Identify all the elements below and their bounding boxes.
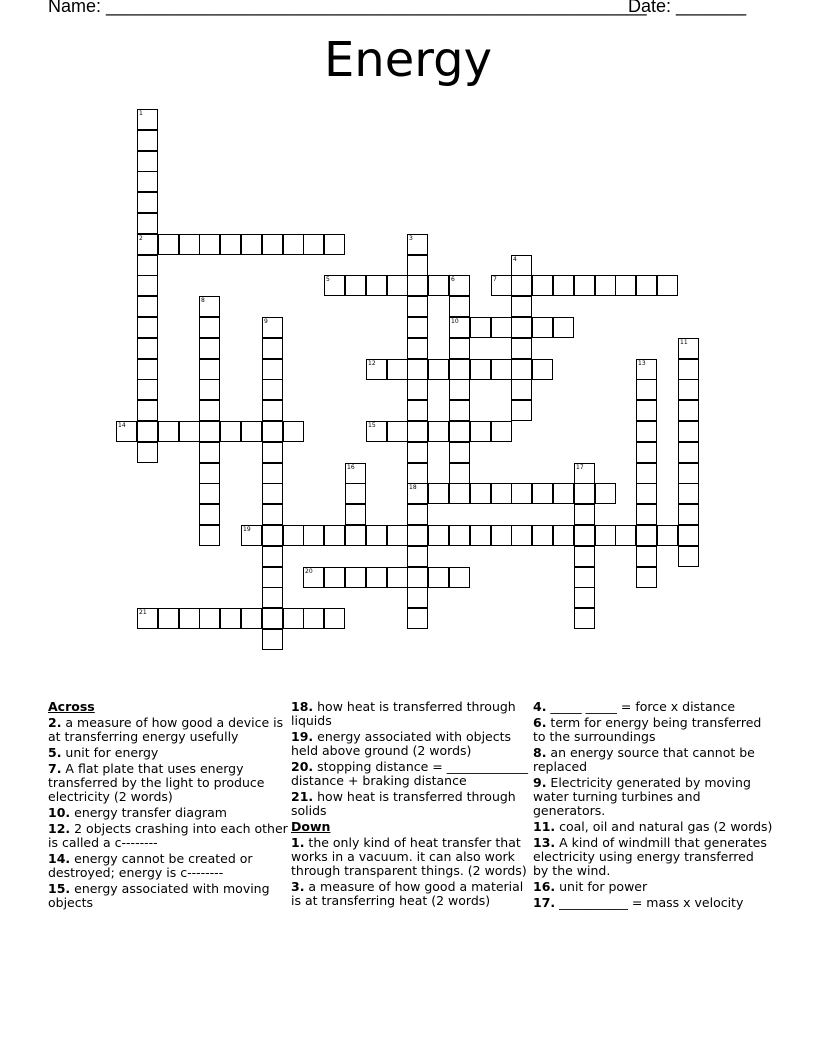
clue-number: 14. (48, 851, 71, 866)
clue-item (533, 776, 773, 818)
page-title: Energy (323, 32, 493, 88)
grid-cell[interactable] (532, 525, 553, 546)
grid-cell[interactable] (678, 359, 699, 380)
grid-cell[interactable] (678, 421, 699, 442)
grid-cell[interactable] (199, 442, 220, 463)
clue-number: 7. (48, 761, 62, 776)
grid-cell[interactable] (387, 421, 408, 442)
clue-item (533, 716, 773, 744)
clue-text: stopping distance = _____________ distance + braking distance (291, 759, 528, 788)
grid-cell[interactable] (407, 338, 428, 359)
grid-cell[interactable] (511, 400, 532, 421)
grid-cell[interactable] (241, 421, 262, 442)
grid-cell[interactable] (345, 567, 366, 588)
grid-cell[interactable] (366, 421, 387, 442)
grid-cell[interactable] (678, 483, 699, 504)
grid-cell[interactable] (678, 400, 699, 421)
grid-cell[interactable] (137, 400, 158, 421)
clue-number: 10. (48, 805, 71, 820)
clue-number: 17. (533, 895, 556, 910)
grid-cell[interactable] (428, 275, 449, 296)
clue-number: 8. (533, 745, 547, 760)
cell-number: 4 (513, 256, 517, 263)
grid-cell[interactable] (595, 525, 616, 546)
grid-cell[interactable] (470, 525, 491, 546)
clue-text: the only kind of heat transfer that works in a vacuum. it can also work through transparent things. (2 words) (291, 835, 527, 878)
grid-cell[interactable] (199, 504, 220, 525)
grid-cell[interactable] (283, 234, 304, 255)
grid-cell[interactable] (220, 234, 241, 255)
grid-cell[interactable] (137, 109, 158, 130)
clue-item (48, 716, 288, 744)
grid-cell[interactable] (262, 379, 283, 400)
grid-cell[interactable] (137, 151, 158, 172)
grid-cell[interactable] (553, 275, 574, 296)
clue-item (291, 790, 531, 818)
grid-cell[interactable] (407, 608, 428, 629)
clue-text: energy associated with moving objects (48, 881, 270, 910)
grid-cell[interactable] (636, 463, 657, 484)
grid-cell[interactable] (199, 317, 220, 338)
cell-number: 18 (409, 484, 417, 491)
clue-item (48, 882, 288, 910)
grid-cell[interactable] (199, 234, 220, 255)
grid-cell[interactable] (137, 213, 158, 234)
clue-text: a measure of how good a material is at transferring heat (2 words) (291, 879, 524, 908)
clue-text: energy cannot be created or destroyed; energy is c-------- (48, 851, 253, 880)
grid-cell[interactable] (179, 421, 200, 442)
down-heading: Down (291, 819, 331, 834)
grid-cell[interactable] (137, 421, 158, 442)
cell-number: 11 (680, 339, 688, 346)
grid-cell[interactable] (137, 442, 158, 463)
clue-number: 16. (533, 879, 556, 894)
grid-cell[interactable] (595, 483, 616, 504)
clue-item (533, 896, 773, 910)
clue-item (291, 880, 531, 908)
clue-item (48, 852, 288, 880)
grid-cell[interactable] (678, 442, 699, 463)
clue-text: an energy source that cannot be replaced (533, 745, 755, 774)
grid-cell[interactable] (678, 379, 699, 400)
clue-item (48, 822, 288, 850)
clue-item (48, 806, 288, 820)
grid-cell[interactable] (449, 275, 470, 296)
grid-cell[interactable] (532, 483, 553, 504)
grid-cell[interactable] (137, 171, 158, 192)
clue-item (533, 746, 773, 774)
grid-cell[interactable] (449, 525, 470, 546)
grid-cell[interactable] (345, 463, 366, 484)
grid-cell[interactable] (158, 234, 179, 255)
name-field-label: Name: ______________________________________________________ (48, 0, 647, 16)
grid-cell[interactable] (345, 275, 366, 296)
grid-cell[interactable] (636, 442, 657, 463)
clue-text: energy transfer diagram (70, 805, 227, 820)
grid-cell[interactable] (636, 525, 657, 546)
grid-cell[interactable] (553, 317, 574, 338)
grid-cell[interactable] (220, 608, 241, 629)
grid-cell[interactable] (615, 275, 636, 296)
clue-item (291, 730, 531, 758)
clue-text: energy associated with objects held above ground (2 words) (291, 729, 512, 758)
grid-cell[interactable] (407, 587, 428, 608)
grid-cell[interactable] (137, 317, 158, 338)
grid-cell[interactable] (407, 400, 428, 421)
clue-item (533, 836, 773, 878)
clue-text: term for energy being transferred to the surroundings (533, 715, 762, 744)
grid-cell[interactable] (158, 421, 179, 442)
clue-item (533, 700, 773, 714)
grid-cell[interactable] (303, 608, 324, 629)
grid-cell[interactable] (137, 255, 158, 276)
grid-cell[interactable] (574, 463, 595, 484)
grid-cell[interactable] (262, 546, 283, 567)
grid-cell[interactable] (303, 234, 324, 255)
grid-cell[interactable] (262, 442, 283, 463)
grid-cell[interactable] (553, 525, 574, 546)
grid-cell[interactable] (511, 525, 532, 546)
clue-number: 20. (291, 759, 314, 774)
grid-cell[interactable] (199, 359, 220, 380)
grid-cell[interactable] (511, 317, 532, 338)
grid-cell[interactable] (470, 421, 491, 442)
cell-number: 17 (576, 464, 584, 471)
grid-cell[interactable] (262, 400, 283, 421)
clue-number: 15. (48, 881, 71, 896)
grid-cell[interactable] (262, 338, 283, 359)
cell-number: 16 (347, 464, 355, 471)
grid-cell[interactable] (137, 296, 158, 317)
grid-cell[interactable] (574, 608, 595, 629)
clue-number: 21. (291, 789, 314, 804)
grid-cell[interactable] (449, 359, 470, 380)
grid-cell[interactable] (574, 275, 595, 296)
grid-cell[interactable] (636, 359, 657, 380)
grid-cell[interactable] (407, 525, 428, 546)
clue-item (48, 762, 288, 804)
grid-cell[interactable] (324, 608, 345, 629)
grid-cell[interactable] (283, 525, 304, 546)
grid-cell[interactable] (137, 192, 158, 213)
clue-text: coal, oil and natural gas (2 words) (555, 819, 773, 834)
clue-item (291, 836, 531, 878)
grid-cell[interactable] (220, 421, 241, 442)
grid-cell[interactable] (137, 359, 158, 380)
grid-cell[interactable] (574, 546, 595, 567)
cell-number: 21 (139, 609, 147, 616)
grid-cell[interactable] (511, 255, 532, 276)
grid-cell[interactable] (345, 525, 366, 546)
clue-text: A flat plate that uses energy transferred by the light to produce electricity (2 words) (48, 761, 265, 804)
grid-cell[interactable] (449, 296, 470, 317)
grid-cell[interactable] (449, 442, 470, 463)
grid-cell[interactable] (116, 421, 137, 442)
grid-cell[interactable] (511, 379, 532, 400)
clue-number: 6. (533, 715, 547, 730)
grid-cell[interactable] (324, 567, 345, 588)
grid-cell[interactable] (574, 567, 595, 588)
clue-number: 11. (533, 819, 556, 834)
grid-cell[interactable] (407, 255, 428, 276)
clue-text: _____ _____ = force x distance (546, 699, 736, 714)
grid-cell[interactable] (387, 359, 408, 380)
grid-cell[interactable] (636, 546, 657, 567)
grid-cell[interactable] (491, 275, 512, 296)
grid-cell[interactable] (262, 587, 283, 608)
grid-cell[interactable] (199, 400, 220, 421)
grid-cell[interactable] (283, 421, 304, 442)
clue-item (291, 760, 531, 788)
cell-number: 2 (139, 235, 143, 242)
clue-number: 1. (291, 835, 305, 850)
grid-cell[interactable] (283, 608, 304, 629)
grid-cell[interactable] (407, 234, 428, 255)
cell-number: 14 (118, 422, 126, 429)
grid-cell[interactable] (407, 567, 428, 588)
clue-number: 12. (48, 821, 71, 836)
grid-cell[interactable] (532, 275, 553, 296)
grid-cell[interactable] (262, 525, 283, 546)
grid-cell[interactable] (428, 359, 449, 380)
date-field-label: Date: _______ (628, 0, 747, 16)
grid-cell[interactable] (449, 400, 470, 421)
grid-cell[interactable] (407, 504, 428, 525)
grid-cell[interactable] (303, 525, 324, 546)
clue-text: how heat is transferred through liquids (291, 699, 516, 728)
grid-cell[interactable] (366, 359, 387, 380)
grid-cell[interactable] (407, 483, 428, 504)
grid-cell[interactable] (137, 234, 158, 255)
grid-cell[interactable] (262, 483, 283, 504)
grid-cell[interactable] (241, 608, 262, 629)
grid-cell[interactable] (574, 504, 595, 525)
grid-cell[interactable] (511, 359, 532, 380)
grid-cell[interactable] (511, 338, 532, 359)
grid-cell[interactable] (199, 379, 220, 400)
grid-cell[interactable] (615, 525, 636, 546)
grid-cell[interactable] (179, 234, 200, 255)
grid-cell[interactable] (137, 379, 158, 400)
grid-cell[interactable] (262, 359, 283, 380)
clues-column-2 (291, 700, 531, 910)
grid-cell[interactable] (262, 608, 283, 629)
clue-text: a measure of how good a device is at transferring energy usefully (48, 715, 284, 744)
grid-cell[interactable] (407, 442, 428, 463)
grid-cell[interactable] (158, 608, 179, 629)
grid-cell[interactable] (678, 338, 699, 359)
grid-cell[interactable] (595, 275, 616, 296)
grid-cell[interactable] (262, 421, 283, 442)
grid-cell[interactable] (574, 483, 595, 504)
grid-cell[interactable] (407, 421, 428, 442)
grid-cell[interactable] (449, 338, 470, 359)
grid-cell[interactable] (137, 608, 158, 629)
cell-number: 10 (451, 318, 459, 325)
grid-cell[interactable] (636, 379, 657, 400)
grid-cell[interactable] (303, 567, 324, 588)
grid-cell[interactable] (470, 317, 491, 338)
grid-cell[interactable] (407, 379, 428, 400)
clues-column-1 (48, 700, 288, 912)
clue-text: Electricity generated by moving water turning turbines and generators. (533, 775, 751, 818)
grid-cell[interactable] (428, 567, 449, 588)
cell-number: 15 (368, 422, 376, 429)
grid-cell[interactable] (636, 483, 657, 504)
grid-cell[interactable] (470, 483, 491, 504)
grid-cell[interactable] (137, 130, 158, 151)
cell-number: 7 (493, 276, 497, 283)
grid-cell[interactable] (179, 608, 200, 629)
clue-item (291, 700, 531, 728)
across-heading: Across (48, 699, 95, 714)
grid-cell[interactable] (199, 296, 220, 317)
grid-cell[interactable] (324, 234, 345, 255)
grid-cell[interactable] (199, 608, 220, 629)
clue-number: 3. (291, 879, 305, 894)
grid-cell[interactable] (262, 463, 283, 484)
clue-number: 4. (533, 699, 547, 714)
cell-number: 19 (243, 526, 251, 533)
grid-cell[interactable] (407, 296, 428, 317)
grid-cell[interactable] (324, 525, 345, 546)
clue-number: 18. (291, 699, 314, 714)
grid-cell[interactable] (532, 317, 553, 338)
clue-text: ___________ = mass x velocity (555, 895, 744, 910)
grid-cell[interactable] (137, 275, 158, 296)
grid-cell[interactable] (428, 421, 449, 442)
grid-cell[interactable] (636, 567, 657, 588)
cell-number: 12 (368, 360, 376, 367)
grid-cell[interactable] (678, 525, 699, 546)
grid-cell[interactable] (491, 421, 512, 442)
grid-cell[interactable] (428, 483, 449, 504)
grid-cell[interactable] (532, 359, 553, 380)
grid-cell[interactable] (449, 317, 470, 338)
grid-cell[interactable] (366, 275, 387, 296)
grid-cell[interactable] (262, 629, 283, 650)
grid-cell[interactable] (407, 463, 428, 484)
grid-cell[interactable] (636, 421, 657, 442)
grid-cell[interactable] (511, 296, 532, 317)
grid-cell[interactable] (678, 546, 699, 567)
cell-number: 9 (264, 318, 268, 325)
grid-cell[interactable] (449, 567, 470, 588)
clue-number: 5. (48, 745, 62, 760)
grid-cell[interactable] (574, 525, 595, 546)
grid-cell[interactable] (636, 275, 657, 296)
clue-text: how heat is transferred through solids (291, 789, 516, 818)
grid-cell[interactable] (491, 525, 512, 546)
grid-cell[interactable] (407, 359, 428, 380)
grid-cell[interactable] (241, 525, 262, 546)
clues-column-3 (533, 700, 773, 912)
grid-cell[interactable] (491, 483, 512, 504)
grid-cell[interactable] (324, 275, 345, 296)
cell-number: 13 (638, 360, 646, 367)
grid-cell[interactable] (428, 525, 449, 546)
grid-cell[interactable] (199, 483, 220, 504)
clue-number: 9. (533, 775, 547, 790)
grid-cell[interactable] (345, 504, 366, 525)
clue-text: 2 objects crashing into each other is called a c-------- (48, 821, 288, 850)
grid-cell[interactable] (199, 463, 220, 484)
clue-text: unit for power (555, 879, 648, 894)
grid-cell[interactable] (407, 546, 428, 567)
grid-cell[interactable] (366, 525, 387, 546)
grid-cell[interactable] (678, 504, 699, 525)
grid-cell[interactable] (262, 317, 283, 338)
clue-text: unit for energy (61, 745, 159, 760)
grid-cell[interactable] (574, 587, 595, 608)
grid-cell[interactable] (449, 463, 470, 484)
clue-number: 19. (291, 729, 314, 744)
grid-cell[interactable] (449, 379, 470, 400)
grid-cell[interactable] (241, 234, 262, 255)
clue-item (533, 880, 773, 894)
clue-number: 13. (533, 835, 556, 850)
grid-cell[interactable] (262, 234, 283, 255)
grid-cell[interactable] (199, 338, 220, 359)
grid-cell[interactable] (553, 483, 574, 504)
clue-number: 2. (48, 715, 62, 730)
cell-number: 20 (305, 568, 313, 575)
cell-number: 8 (201, 297, 205, 304)
cell-number: 5 (326, 276, 330, 283)
clue-item (48, 746, 288, 760)
clue-item (533, 820, 773, 834)
grid-cell[interactable] (137, 338, 158, 359)
cell-number: 6 (451, 276, 455, 283)
grid-cell[interactable] (387, 525, 408, 546)
grid-cell[interactable] (387, 567, 408, 588)
grid-cell[interactable] (449, 483, 470, 504)
grid-cell[interactable] (407, 275, 428, 296)
grid-cell[interactable] (262, 504, 283, 525)
grid-cell[interactable] (470, 359, 491, 380)
grid-cell[interactable] (199, 421, 220, 442)
grid-cell[interactable] (657, 275, 678, 296)
clue-text: A kind of windmill that generates electricity using energy transferred by the wind. (533, 835, 767, 878)
grid-cell[interactable] (491, 359, 512, 380)
grid-cell[interactable] (262, 567, 283, 588)
grid-cell[interactable] (345, 483, 366, 504)
grid-cell[interactable] (511, 275, 532, 296)
grid-cell[interactable] (636, 504, 657, 525)
cell-number: 3 (409, 235, 413, 242)
grid-cell[interactable] (366, 567, 387, 588)
grid-cell[interactable] (491, 317, 512, 338)
grid-cell[interactable] (387, 275, 408, 296)
grid-cell[interactable] (636, 400, 657, 421)
cell-number: 1 (139, 110, 143, 117)
grid-cell[interactable] (678, 463, 699, 484)
grid-cell[interactable] (199, 525, 220, 546)
grid-cell[interactable] (657, 525, 678, 546)
grid-cell[interactable] (449, 421, 470, 442)
grid-cell[interactable] (407, 317, 428, 338)
grid-cell[interactable] (511, 483, 532, 504)
